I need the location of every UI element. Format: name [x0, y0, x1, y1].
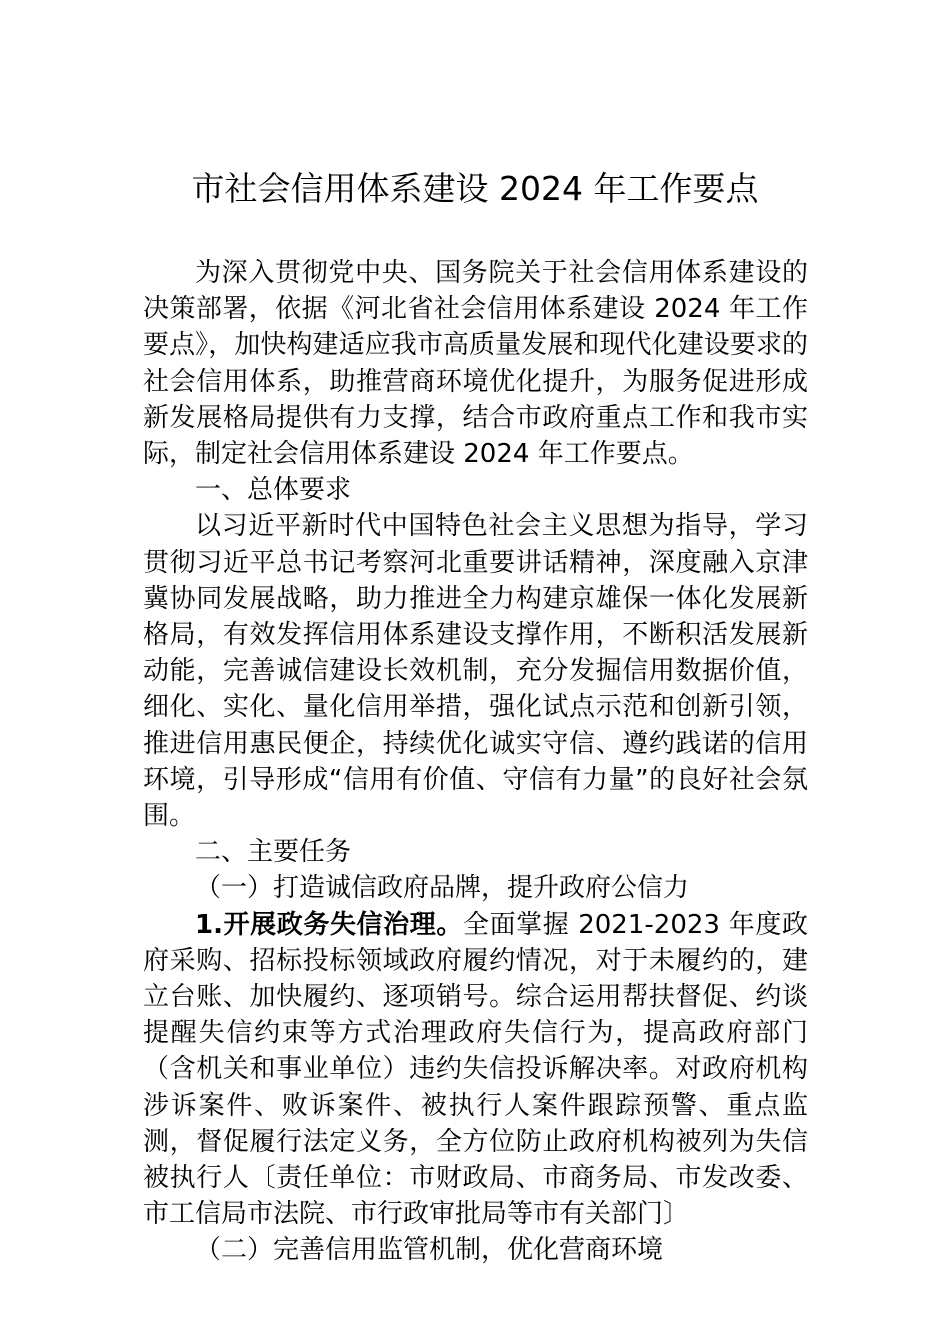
- subsection-heading-credit-supervision: （二）完善信用监管机制，优化营商环境: [195, 1235, 664, 1266]
- task-item-1-lead: 1.开展政务失信治理。: [195, 909, 463, 940]
- section-heading-overall-requirements: 一、总体要求: [195, 475, 352, 506]
- section-heading-main-tasks: 二、主要任务: [195, 837, 352, 868]
- subsection-heading-government-credibility: （一）打造诚信政府品牌，提升政府公信力: [195, 873, 690, 904]
- intro-paragraph: 为深入贯彻党中央、国务院关于社会信用体系建设的决策部署，依据《河北省社会信用体系建设 2024 年工作要点》，加快构建适应我市高质量发展和现代化建设要求的社会信用体系，助推营商环境优化提升，为服务促进形成新发展格局提供有力支撑，结合市政府重点工作和我市实际，制定社会信用体系建设 2024 年工作要点。: [143, 258, 808, 470]
- document-body: [143, 255, 808, 1269]
- task-item-1-paragraph: [143, 907, 808, 1233]
- overall-requirements-paragraph: 以习近平新时代中国特色社会主义思想为指导，学习贯彻习近平总书记考察河北重要讲话精神，深度融入京津冀协同发展战略，助力推进全力构建京雄保一体化发展新格局，有效发挥信用体系建设支撑作用，不断积活发展新动能，完善诚信建设长效机制，充分发掘信用数据价值，细化、实化、量化信用举措，强化试点示范和创新引领，推进信用惠民便企，持续优化诚实守信、遵约践诺的信用环境，引导形成“信用有价值、守信有力量”的良好社会氛围。: [143, 511, 808, 832]
- task-item-1-text: 全面掌握 2021-2023 年度政府采购、招标投标领域政府履约情况，对于未履约的，建立台账、加快履约、逐项销号。综合运用帮扶督促、约谈提醒失信约束等方式治理政府失信行为，提高政府部门（含机关和事业单位）违约失信投诉解决率。对政府机构涉诉案件、败诉案件、被执行人案件跟踪预警、重点监测，督促履行法定义务，全方位防止政府机构被列为失信被执行人〔责任单位：市财政局、市商务局、市发改委、市工信局市法院、市行政审批局等市有关部门〕: [143, 909, 809, 1230]
- document-title: 市社会信用体系建设 2024 年工作要点: [191, 169, 759, 208]
